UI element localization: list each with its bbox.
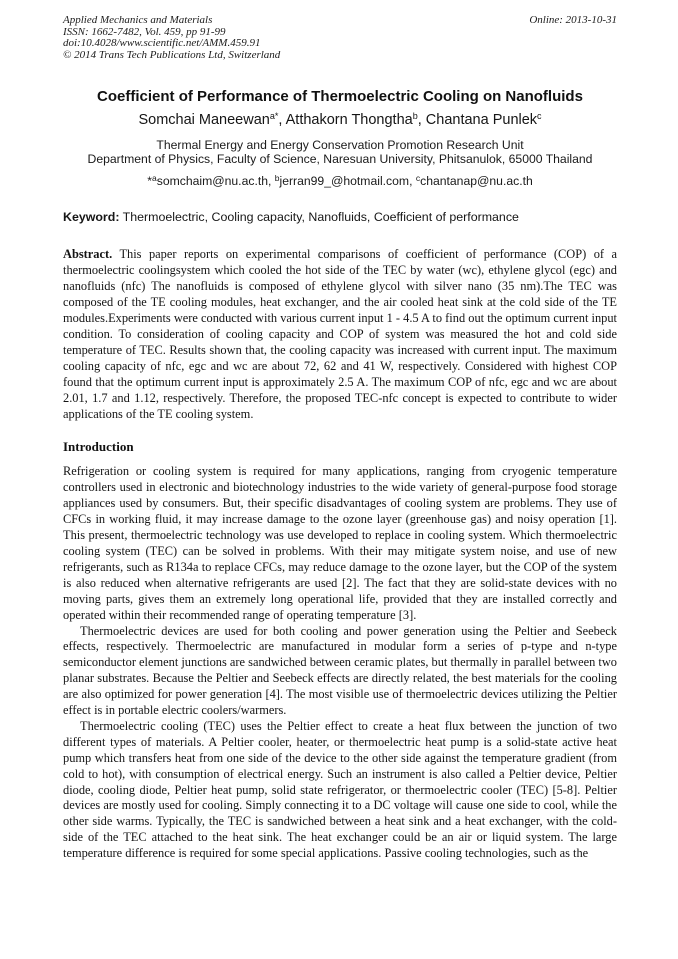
journal-header <box>63 15 617 61</box>
affiliation-line: Department of Physics, Faculty of Science, Naresuan University, Phitsanulok, 65000 Thailand <box>87 151 593 166</box>
copyright-line: © 2014 Trans Tech Publications Ltd, Switzerland <box>63 48 281 61</box>
email-affiliation-mark: a <box>151 173 157 184</box>
doi-line: doi:10.4028/www.scientific.net/AMM.459.91 <box>63 37 261 50</box>
abstract-label: Abstract. <box>63 247 113 262</box>
abstract-paragraph <box>63 247 617 422</box>
authors-line <box>63 113 617 129</box>
journal-header-left <box>63 15 280 61</box>
keywords-label: Keyword: <box>63 209 120 224</box>
keywords-text: Thermoelectric, Cooling capacity, Nanofluids, Coefficient of performance <box>119 209 519 224</box>
section-heading-introduction: Introduction <box>63 439 134 455</box>
introduction-paragraph-1: Refrigeration or cooling system is required for many applications, ranging from cryogenic temperature controllers used in electronic and biotechnology industries to the wide variety of general-purpose food storage appliances used by consumers. But, their specific disadvantages of cooling system are problems. They use of CFCs in working fluid, it may increase damage to the ozone layer (greenhouse gas) and noisy operation [1]. This present, thermoelectric technology was use developed to replace in cooling system. Which thermoelectric cooling system (TEC) can be solved in problems. With their may mitigate system noise, and use of new refrigerants, such as R134a to replace CFCs, may reduce damage to the ozone layer, but the COP of the system is also reduced when alternative refrigerants are used [2]. The fact that they are solid-state devices with no moving parts, gives them an extremely long operational life, provided that they are installed correctly and operated within their recommended range of operating temperature [3]. <box>63 464 617 622</box>
abstract-text: This paper reports on experimental comparisons of coefficient of performance (COP) of a thermoelectric coolingsystem which cooled the hot side of the TEC by water (wc), ethylene glycol (egc) and nanofluids (nfc) The nanofluids is composed of ethylene glycol with silver nano (35 nm).The TEC was composed of the TE cooling modules, heat exchanger, and the air cooled heat sink at the cold side of the TE modules.Experiments were conducted with various current input 1 - 4.5 A to find out the optimum current input condition. To consideration of cooling capacity and COP of system was measured the hot and cold side temperature of TEC. Results shown that, the cooling capacity was increased with current input. The maximum cooling capacity of nfc, egc and wc are about 72, 62 and 41 W, respectively. Considered with highest COP found that the optimum current input is approximately 2.5 A. The maximum COP of nfc, egc and wc are about 2.01, 1.7 and 1.12, respectively. Therefore, the proposed TEC-nfc concept is expected to contribute to wider applications of the TE cooling system. <box>63 247 617 421</box>
author-affiliation-mark: c <box>537 111 542 122</box>
author-name: , Atthakorn Thongtha <box>278 112 413 129</box>
email-prefix: * <box>147 174 152 189</box>
author-affiliation-mark: a* <box>269 111 279 122</box>
email-address: chantanap@nu.ac.th <box>420 174 533 189</box>
emails-line <box>63 175 617 188</box>
issn-volume-line: ISSN: 1662-7482, Vol. 459, pp 91-99 <box>63 25 226 38</box>
email-address: jerran99_@hotmail.com, <box>279 174 416 189</box>
author-name: , Chantana Punlek <box>417 112 538 129</box>
online-date: Online: 2013-10-31 <box>529 14 617 26</box>
journal-name: Applied Mechanics and Materials <box>63 14 213 26</box>
affiliation-line: Thermal Energy and Energy Conservation Promotion Research Unit <box>156 138 524 152</box>
email-address: somchaim@nu.ac.th, <box>156 174 275 189</box>
affiliations-block <box>63 139 617 166</box>
introduction-paragraph-2: Thermoelectric devices are used for both cooling and power generation using the Peltier and Seebeck effects, respectively. Thermoelectric are manufactured in modular form a series of p-type and n-type semiconductor element junctions are sandwiched between ceramic plates, but thermally in parallel between two planar substrates. Because the Peltier and Seebeck effects are directly related, the best materials for the cooling are also optimized for power generation [4]. The most visible use of thermoelectric devices utilizing the Peltier effect is in portable electric coolers/warmers. <box>63 623 617 718</box>
introduction-paragraph-3: Thermoelectric cooling (TEC) uses the Peltier effect to create a heat flux between the junction of two different types of materials. A Peltier cooler, heater, or thermoelectric heat pump is a solid-state active heat pump which transfers heat from one side of the device to the other side against the temperature gradient (from cold to hot), with consumption of electrical energy. Such an instrument is also called a Peltier device, Peltier diode, cooling diode, Peltier heat pump, solid state refrigerator, or thermoelectric cooler (TEC) [5-8]. Peltier devices are mostly used for cooling. Simply connecting it to a DC voltage will cause one side to cool, while the other side warms. Typically, the TEC is sandwiched between a heat sink and a heat exchanger, with the cold-side of the TEC attached to the heat sink. The heat exchanger could be an air or liquid system. The large temperature difference is required for some special applications. Passive cooling technologies, such as the <box>63 718 617 861</box>
author-affiliation-mark: b <box>412 111 418 122</box>
email-affiliation-mark: b <box>274 173 280 184</box>
keywords-line <box>63 210 617 225</box>
author-name: Somchai Maneewan <box>138 112 270 129</box>
paper-title: Coefficient of Performance of Thermoelectric Cooling on Nanofluids <box>97 88 583 106</box>
email-affiliation-mark: c <box>415 173 421 184</box>
